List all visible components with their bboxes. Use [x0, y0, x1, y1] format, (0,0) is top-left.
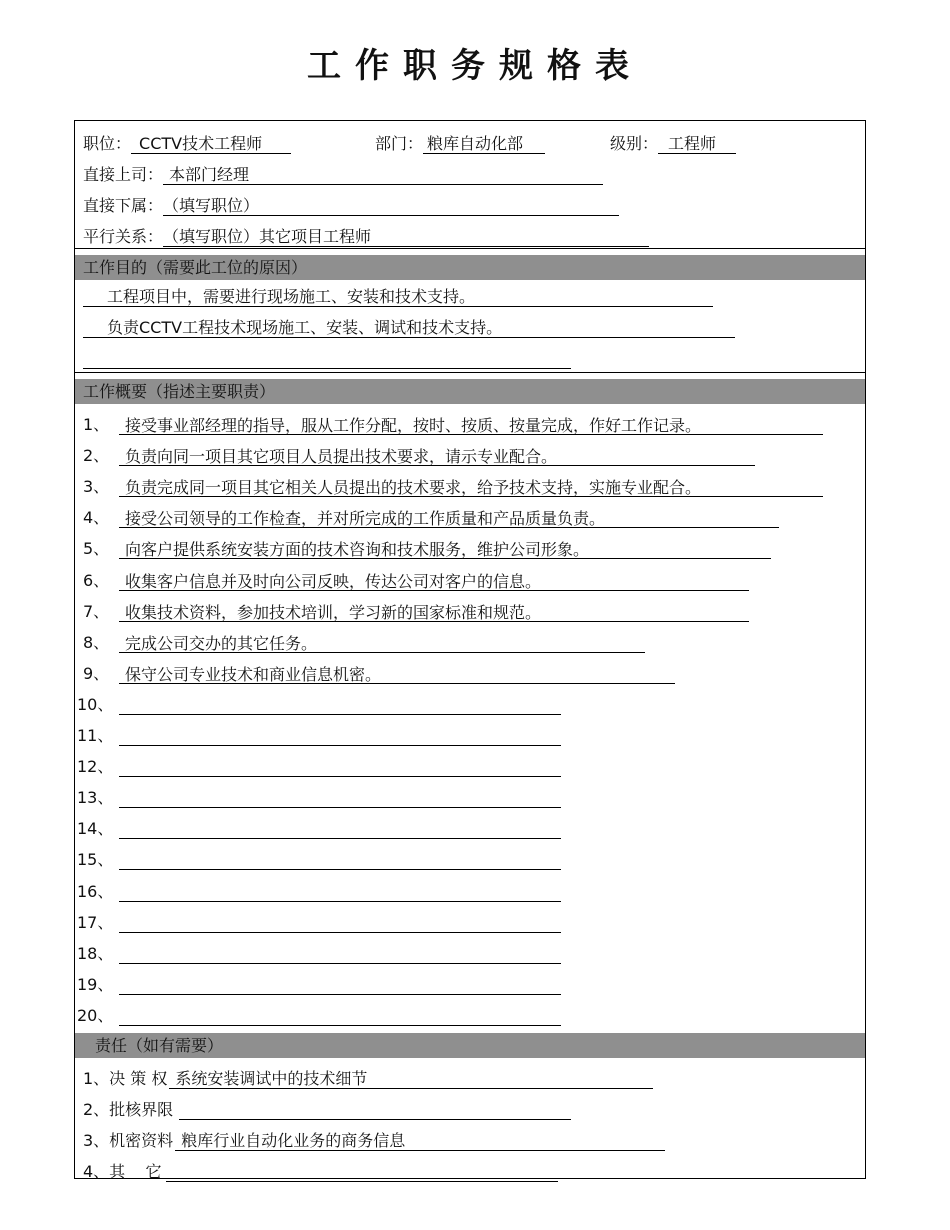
purpose-blank-line[interactable] [83, 349, 571, 369]
purpose-text-1[interactable]: 工程项目中，需要进行现场施工、安装和技术支持。 [83, 287, 713, 307]
summary-item-text[interactable]: 负责向同一项目其它项目人员提出技术要求，请示专业配合。 [119, 447, 755, 466]
summary-heading-band [75, 379, 865, 404]
other-field[interactable] [166, 1162, 558, 1182]
purpose-heading-band [75, 255, 865, 280]
divider [75, 372, 865, 373]
summary-item-text[interactable] [119, 945, 561, 964]
summary-item-number: 5、 [83, 539, 110, 559]
summary-item [83, 443, 755, 466]
divider [75, 248, 865, 249]
level-field[interactable]: 工程师 [658, 134, 736, 154]
purpose-line-3 [83, 349, 571, 369]
summary-item-text[interactable] [119, 976, 561, 995]
decision-label: 1、决 策 权 [83, 1069, 168, 1088]
summary-item [77, 972, 561, 995]
header-row-4 [83, 224, 649, 247]
summary-item-text[interactable] [119, 1007, 561, 1026]
summary-item [83, 412, 823, 435]
header-row-3 [83, 193, 619, 216]
summary-item-number: 13、 [77, 788, 114, 808]
position-label: 职位： [83, 134, 132, 153]
summary-item-text[interactable]: 完成公司交办的其它任务。 [119, 634, 645, 653]
summary-item [83, 630, 645, 653]
summary-item [77, 879, 561, 902]
subordinate-field[interactable]: （填写职位） [163, 196, 619, 216]
summary-item [77, 816, 561, 839]
summary-item-text[interactable] [119, 789, 561, 808]
dept-group [375, 131, 545, 154]
summary-item-text[interactable]: 向客户提供系统安装方面的技术咨询和技术服务，维护公司形象。 [119, 540, 771, 559]
responsibility-heading: 责任（如有需要） [95, 1036, 224, 1055]
summary-item-text[interactable]: 接受事业部经理的指导，服从工作分配，按时、按质、按量完成，作好工作记录。 [119, 416, 823, 435]
page-title: 工作职务规格表 [307, 46, 643, 86]
summary-item-number: 8、 [83, 632, 110, 652]
supervisor-field[interactable]: 本部门经理 [163, 165, 603, 185]
summary-item-number: 1、 [83, 415, 110, 434]
summary-item-text[interactable]: 收集技术资料，参加技术培训，学习新的国家标准和规范。 [119, 603, 749, 622]
summary-item-number: 18、 [77, 943, 114, 963]
summary-item-text[interactable]: 保守公司专业技术和商业信息机密。 [119, 665, 675, 684]
summary-item [83, 474, 823, 497]
summary-item-text[interactable] [119, 758, 561, 777]
summary-item [77, 1003, 561, 1026]
level-group [610, 131, 736, 154]
parallel-field[interactable]: （填写职位）其它项目工程师 [163, 227, 649, 247]
summary-item [77, 754, 561, 777]
summary-item [83, 661, 675, 684]
dept-field[interactable]: 粮库自动化部 [423, 134, 545, 154]
supervisor-label: 直接上司： [83, 165, 164, 184]
subordinate-label: 直接下属： [83, 196, 164, 215]
header-row-2 [83, 162, 603, 185]
responsibility-row-1 [83, 1066, 653, 1089]
purpose-line-1 [83, 287, 713, 307]
level-label: 级别： [610, 134, 659, 153]
summary-item-number: 15、 [77, 850, 114, 870]
summary-item-number: 10、 [77, 694, 114, 714]
summary-item [77, 785, 561, 808]
responsibility-row-4 [83, 1159, 558, 1182]
purpose-line-2 [83, 318, 735, 338]
responsibility-row-2 [83, 1097, 571, 1120]
summary-item-text[interactable]: 收集客户信息并及时向公司反映，传达公司对客户的信息。 [119, 572, 749, 591]
decision-field[interactable]: 系统安装调试中的技术细节 [169, 1069, 653, 1089]
summary-item-number: 16、 [77, 881, 114, 901]
summary-item-text[interactable] [119, 820, 561, 839]
summary-item [77, 910, 561, 933]
summary-item-text[interactable] [119, 883, 561, 902]
position-field[interactable]: CCTV技术工程师 [131, 134, 291, 154]
other-label: 4、其 它 [83, 1162, 162, 1181]
summary-item-text[interactable]: 接受公司领导的工作检查，并对所完成的工作质量和产品质量负责。 [119, 509, 779, 528]
summary-item [77, 847, 561, 870]
summary-item-text[interactable] [119, 696, 561, 715]
summary-item-text[interactable] [119, 851, 561, 870]
summary-item-number: 2、 [83, 446, 110, 466]
summary-item [83, 536, 771, 559]
form-frame [74, 120, 866, 1179]
dept-label: 部门： [375, 134, 424, 153]
summary-item-number: 4、 [83, 508, 110, 528]
responsibility-heading-band [75, 1033, 865, 1058]
purpose-heading: 工作目的（需要此工位的原因） [83, 258, 308, 277]
summary-item [77, 723, 561, 746]
responsibility-row-3 [83, 1128, 665, 1151]
summary-item-text[interactable] [119, 727, 561, 746]
summary-item-number: 20、 [77, 1005, 114, 1025]
summary-item [83, 599, 749, 622]
header-row-1 [83, 131, 291, 154]
summary-item-number: 14、 [77, 819, 114, 839]
summary-item-number: 3、 [83, 477, 110, 497]
summary-item-text[interactable] [119, 914, 561, 933]
approval-label: 2、批核界限 [83, 1100, 174, 1119]
confidential-label: 3、机密资料 [83, 1131, 174, 1150]
summary-item-number: 19、 [77, 974, 114, 994]
summary-item [77, 692, 561, 715]
summary-item-text[interactable]: 负责完成同一项目其它相关人员提出的技术要求，给予技术支持，实施专业配合。 [119, 478, 823, 497]
parallel-label: 平行关系： [83, 227, 164, 246]
summary-item [83, 505, 779, 528]
summary-item-number: 7、 [83, 601, 110, 621]
confidential-field[interactable]: 粮库行业自动化业务的商务信息 [175, 1131, 665, 1151]
approval-field[interactable] [179, 1100, 571, 1120]
summary-item-number: 17、 [77, 912, 114, 932]
summary-item [83, 568, 749, 591]
summary-item [77, 941, 561, 964]
purpose-text-2[interactable]: 负责CCTV工程技术现场施工、安装、调试和技术支持。 [83, 318, 735, 338]
summary-item-number: 12、 [77, 757, 114, 777]
summary-item-number: 9、 [83, 663, 110, 683]
summary-heading: 工作概要（指述主要职责） [83, 382, 276, 401]
summary-item-number: 11、 [77, 726, 114, 745]
summary-item-number: 6、 [83, 570, 110, 590]
